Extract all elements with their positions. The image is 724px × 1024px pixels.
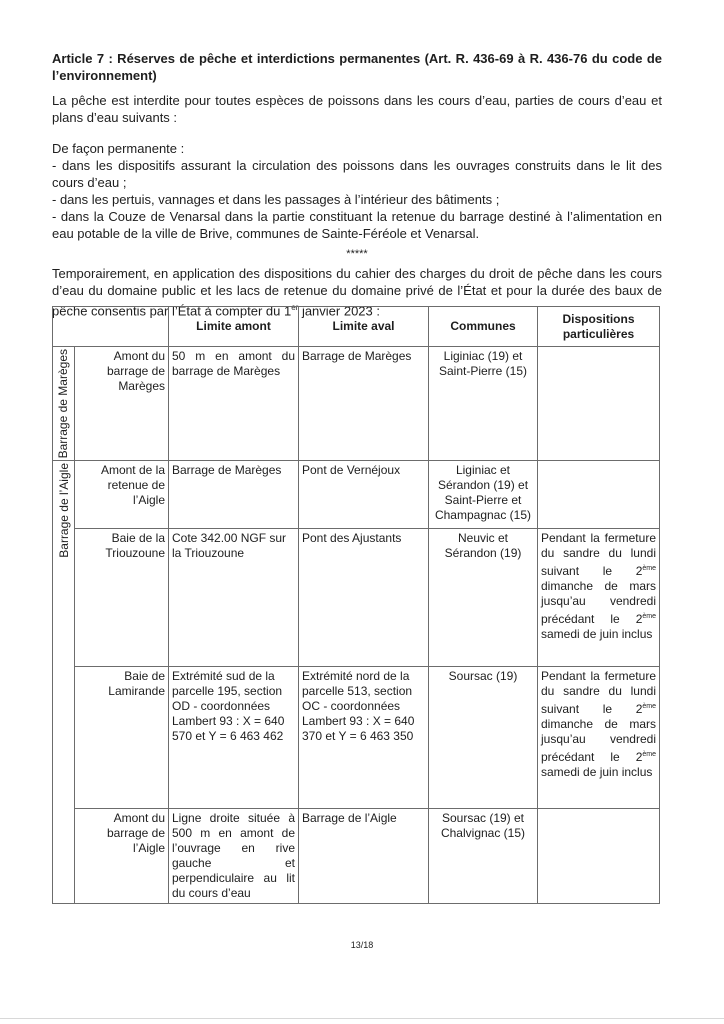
temporary-text-end: janvier 2023 : [298, 303, 380, 319]
table-row [53, 347, 660, 461]
disp-text: samedi de juin inclus [541, 765, 653, 780]
cell-aval: Pont de Vernéjoux [299, 461, 429, 529]
table-row [53, 809, 660, 904]
cell-dispositions [538, 529, 660, 667]
disp-text: Pendant la fermeture du sandre du lundi suivant le 2 [541, 669, 656, 717]
group-label-marges: Barrage de Marèges [56, 349, 70, 459]
separator: ***** [346, 248, 368, 260]
disp-text: dimanche de mars jusqu’au vendredi précédant le 2 [541, 579, 656, 627]
cell-aval: Extrémité nord de la parcelle 513, section OC - coordonnées Lambert 93 : X = 640 370 et Y = 6 463 350 [299, 667, 429, 809]
cell-amont: Barrage de Marèges [169, 461, 299, 529]
header-dispositions: Dispositions particulières [538, 307, 660, 347]
cell-aval: Barrage de Marèges [299, 347, 429, 461]
ordinal-sup: er [291, 303, 299, 312]
permanent-heading: De façon permanente : [52, 141, 185, 156]
cell-amont: Extrémité sud de la parcelle 195, section OD - coordonnées Lambert 93 : X = 640 570 et Y = 6 463 462 [169, 667, 299, 809]
table-header-row [53, 307, 660, 347]
permanent-item: - dans les pertuis, vannages et dans les passages à l’intérieur des bâtiments ; [52, 192, 500, 207]
ordinal-sup: ème [642, 613, 656, 621]
group-label-aigle: Barrage de l’Aigle [56, 463, 71, 559]
table-row [53, 461, 660, 529]
cell-communes: Soursac (19) [429, 667, 538, 809]
cell-amont: 50 m en amont du barrage de Marèges [169, 347, 299, 461]
table-row [53, 529, 660, 667]
cell-dispositions [538, 667, 660, 809]
cell-aval: Pont des Ajustants [299, 529, 429, 667]
cell-amont: Cote 342.00 NGF sur la Triouzoune [169, 529, 299, 667]
cell-troncon: Amont de la retenue de l’Aigle [75, 461, 169, 529]
cell-amont: Ligne droite située à 500 m en amont de l’ouvrage en rive gauche et perpendiculaire au lit du cours d’eau [169, 809, 299, 904]
cell-dispositions [538, 347, 660, 461]
permanent-item: - dans la Couze de Venarsal dans la partie constituant la retenue du barrage destiné à l’alimentation en eau potable de la ville de Brive, communes de Sainte-Féréole et Venarsal. [52, 209, 662, 241]
cell-communes: Liginiac (19) et Saint-Pierre (15) [429, 347, 538, 461]
cell-troncon: Amont du barrage de l’Aigle [75, 809, 169, 904]
page-number: 13/18 [350, 940, 374, 950]
cell-troncon: Amont du barrage de Marèges [75, 347, 169, 461]
ordinal-sup: ème [642, 565, 656, 573]
reserves-table [52, 306, 660, 904]
header-communes: Communes [429, 307, 538, 347]
cell-communes: Neuvic et Sérandon (19) [429, 529, 538, 667]
cell-dispositions [538, 809, 660, 904]
cell-troncon: Baie de la Triouzoune [75, 529, 169, 667]
group-cell [53, 347, 75, 461]
header-limite-aval: Limite aval [299, 307, 429, 347]
cell-communes: Soursac (19) et Chalvignac (15) [429, 809, 538, 904]
page-edge-rule [0, 1018, 724, 1019]
intro-paragraph: La pêche est interdite pour toutes espèces de poissons dans les cours d’eau, parties de cours d’eau et plans d’eau suivants : [52, 93, 662, 125]
cell-communes: Liginiac et Sérandon (19) et Saint-Pierre et Champagnac (15) [429, 461, 538, 529]
header-empty [53, 307, 169, 347]
disp-text: Pendant la fermeture du sandre du lundi suivant le 2 [541, 531, 656, 579]
cell-troncon: Baie de Lamirande [75, 667, 169, 809]
temporary-text: Temporairement, en application des dispositions du cahier des charges du droit de pêche dans les cours d’eau du domaine public et les lacs de retenue du domaine privé de l’État et pour la durée des baux de pêche consentis par l’État à compter du 1 [52, 266, 662, 319]
table-row [53, 667, 660, 809]
article-text [52, 50, 662, 319]
group-cell [53, 461, 75, 904]
article-title: Article 7 : Réserves de pêche et interdictions permanentes (Art. R. 436-69 à R. 436-76 du code de l’environnement) [52, 51, 662, 83]
disp-text: samedi de juin inclus [541, 627, 653, 642]
permanent-item: - dans les dispositifs assurant la circulation des poissons dans les ouvrages construits dans le lit des cours d’eau ; [52, 158, 662, 190]
ordinal-sup: ème [642, 703, 656, 711]
cell-dispositions [538, 461, 660, 529]
disp-text: dimanche de mars jusqu’au vendredi précédant le 2 [541, 717, 656, 765]
header-limite-amont: Limite amont [169, 307, 299, 347]
ordinal-sup: ème [642, 751, 656, 759]
cell-aval: Barrage de l’Aigle [299, 809, 429, 904]
